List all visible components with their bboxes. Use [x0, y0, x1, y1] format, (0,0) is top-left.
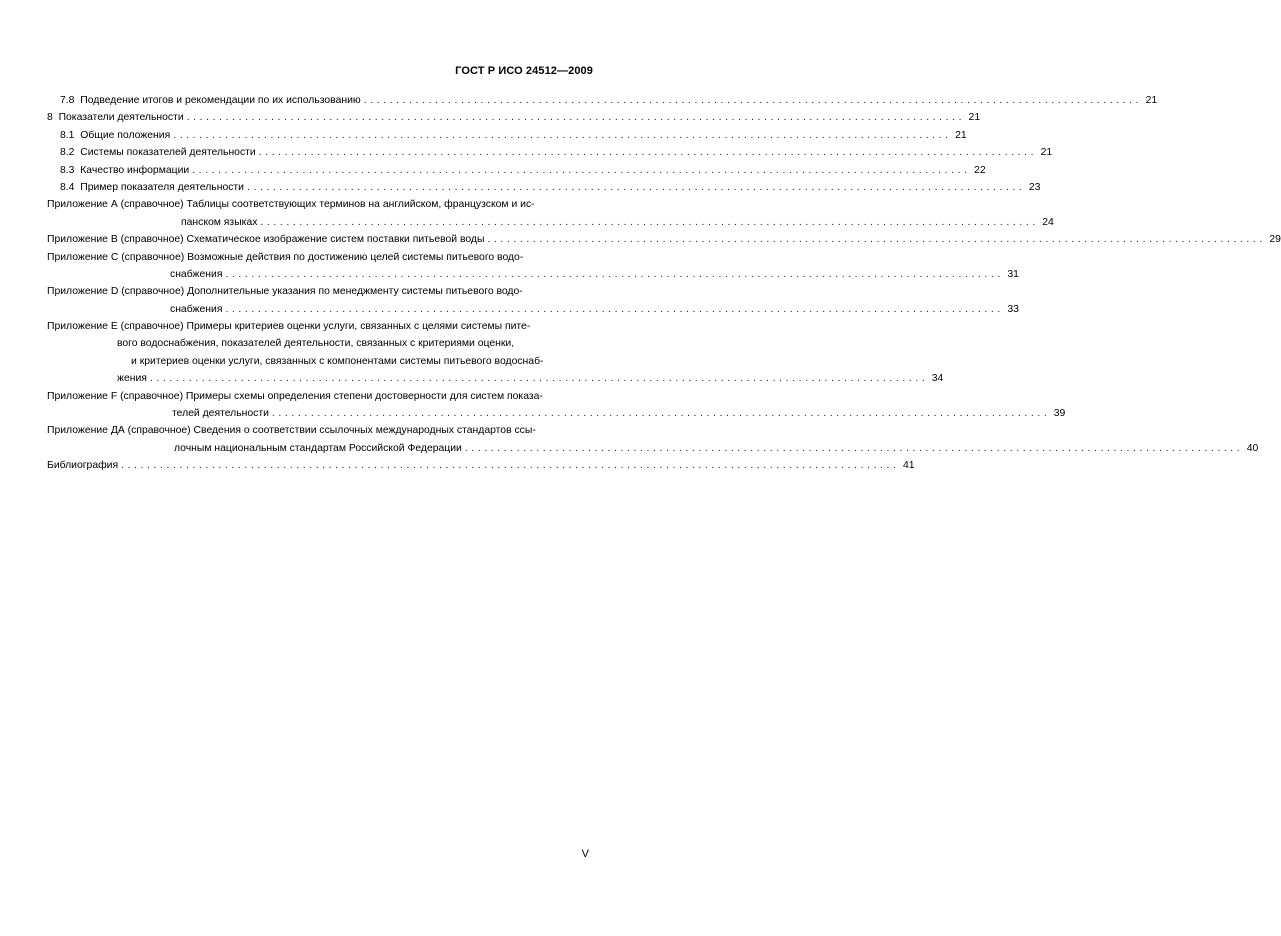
- toc-entry-page: 23: [1028, 181, 1041, 193]
- leader-dots: ........................................................................................................................: [246, 181, 1026, 193]
- leader-dots: ........................................................................................................................: [149, 373, 929, 385]
- annex-title-line: Приложение D (справочное) Дополнительные указания по менеджменту системы питьевого водо-: [47, 286, 523, 298]
- annex-page: 29: [1269, 234, 1281, 246]
- toc-entry-page: 21: [968, 112, 981, 124]
- toc-annex-b[interactable]: [47, 231, 1281, 248]
- toc-entry-title: Показатели деятельности: [58, 112, 184, 124]
- toc-entry-title: Подведение итогов и рекомендации по их использованию: [80, 95, 361, 106]
- annex-title-line: лочным национальным стандартам Российской Федерации: [174, 442, 462, 454]
- annex-title-line: снабжения: [170, 268, 223, 280]
- toc-annex-da[interactable]: [47, 422, 1259, 457]
- toc-bibliography[interactable]: [47, 457, 915, 474]
- toc-annex-a[interactable]: [47, 196, 1054, 231]
- toc-annex-c[interactable]: [47, 249, 1019, 284]
- annex-page: 31: [1007, 268, 1019, 280]
- toc-entry-page: 21: [955, 129, 967, 141]
- toc-entry-number: 8.1: [60, 129, 75, 141]
- annex-title-line: Приложение С (справочное) Возможные действия по достижению целей системы питьевого водо-: [47, 251, 524, 263]
- leader-dots: ........................................................................................................................: [260, 216, 1039, 228]
- toc-entry-number: 8.2: [60, 147, 75, 159]
- toc-entry-page: 21: [1145, 95, 1158, 106]
- annex-page: 39: [1053, 408, 1066, 420]
- annex-title-line: жения: [117, 373, 147, 385]
- toc-entry-number: 8.3: [60, 164, 75, 176]
- page-number: V: [581, 848, 589, 860]
- annex-page: 24: [1042, 216, 1054, 228]
- leader-dots: ........................................................................................................................: [173, 129, 952, 141]
- toc-entry-7-8[interactable]: [47, 92, 1158, 109]
- toc-entry-page: 21: [1040, 147, 1053, 159]
- toc-entry-8-2[interactable]: [47, 144, 1053, 161]
- annex-title-line: вого водоснабжения, показателей деятельности, связанных с критериями оценки,: [117, 338, 515, 350]
- toc-entry-title: Системы показателей деятельности: [80, 147, 256, 159]
- leader-dots: ........................................................................................................................: [258, 147, 1038, 159]
- toc-entry-number: 8.4: [60, 181, 75, 193]
- leader-dots: ........................................................................................................................: [121, 460, 900, 472]
- annex-title-line: Приложение Е (справочное) Примеры критериев оценки услуги, связанных с целями системы пите-: [47, 321, 531, 333]
- bibliography-page: 41: [902, 460, 915, 472]
- leader-dots: ........................................................................................................................: [464, 442, 1244, 454]
- annex-title-line: Приложение В (справочное) Схематическое изображение систем поставки питьевой воды: [47, 234, 485, 246]
- toc-annex-e[interactable]: [47, 318, 944, 388]
- leader-dots: ........................................................................................................................: [363, 95, 1143, 106]
- annex-page: 33: [1007, 303, 1019, 315]
- toc-entry-8[interactable]: [47, 109, 981, 126]
- annex-page: 40: [1246, 442, 1259, 454]
- annex-title-line: Приложение ДА (справочное) Сведения о соответствии ссылочных международных стандартов ссы-: [47, 425, 536, 437]
- toc-entry-8-4[interactable]: [47, 179, 1041, 196]
- toc-entry-number: 7.8: [60, 95, 75, 106]
- toc-entry-number: 8: [47, 112, 53, 124]
- table-of-contents: [47, 92, 1281, 475]
- toc-entry-8-3[interactable]: [47, 162, 986, 179]
- annex-title-line: снабжения: [170, 303, 223, 315]
- toc-entry-title: Пример показателя деятельности: [80, 181, 244, 193]
- toc-annex-f[interactable]: [47, 388, 1066, 423]
- leader-dots: ........................................................................................................................: [225, 303, 1004, 315]
- bibliography-title: Библиография: [47, 460, 119, 472]
- document-header-id: ГОСТ Р ИСО 24512—2009: [455, 65, 593, 77]
- toc-entry-title: Качество информации: [80, 164, 190, 176]
- annex-title-line: Приложение А (справочное) Таблицы соответствующих терминов на английском, французском и ис-: [47, 199, 535, 211]
- leader-dots: ........................................................................................................................: [225, 268, 1004, 280]
- annex-title-line: телей деятельности: [172, 408, 269, 420]
- toc-entry-8-1[interactable]: [47, 127, 967, 144]
- toc-entry-page: 22: [974, 164, 986, 176]
- toc-entry-title: Общие положения: [80, 129, 171, 141]
- annex-page: 34: [931, 373, 944, 385]
- leader-dots: ........................................................................................................................: [186, 112, 966, 124]
- leader-dots: ........................................................................................................................: [192, 164, 971, 176]
- leader-dots: ........................................................................................................................: [487, 234, 1266, 246]
- annex-title-line: Приложение F (справочное) Примеры схемы определения степени достоверности для систем показа-: [47, 390, 543, 402]
- toc-annex-d[interactable]: [47, 283, 1019, 318]
- annex-title-line: панском языках: [181, 216, 258, 228]
- annex-title-line: и критериев оценки услуги, связанных с компонентами системы питьевого водоснаб-: [131, 355, 544, 367]
- leader-dots: ........................................................................................................................: [271, 408, 1051, 420]
